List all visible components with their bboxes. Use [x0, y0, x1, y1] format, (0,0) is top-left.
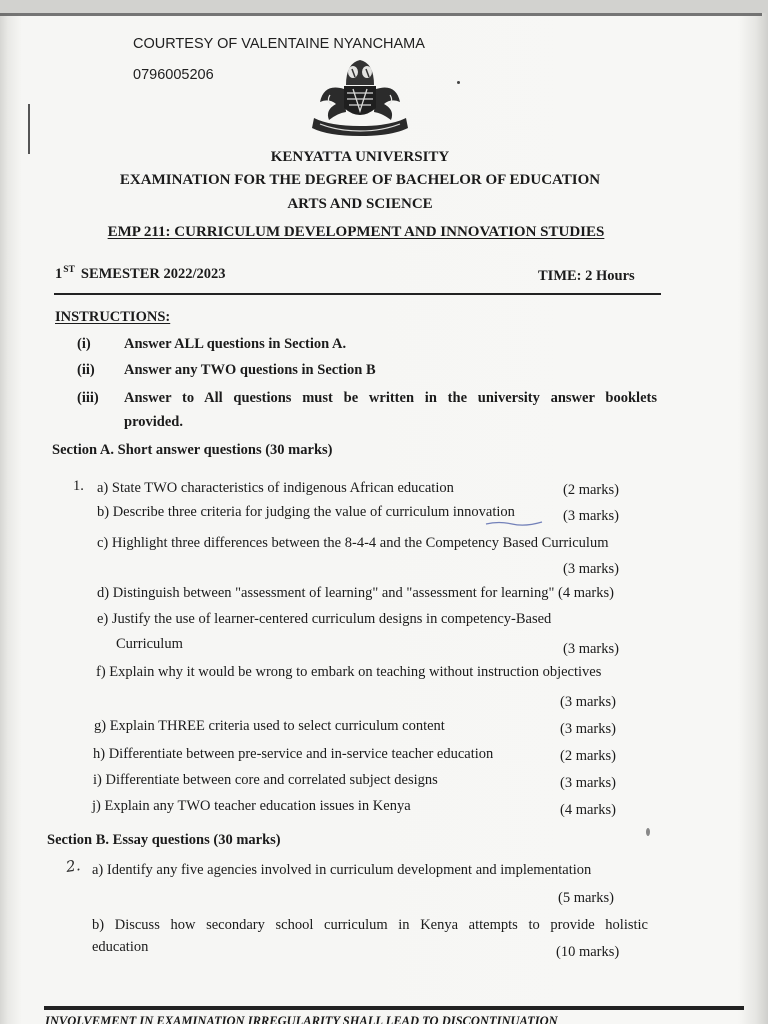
footer-divider	[44, 1006, 744, 1010]
question-marks: (3 marks)	[563, 561, 619, 577]
question-text: c) Highlight three differences between the 8-4-4 and the Competency Based Curriculum	[97, 535, 609, 551]
section-b-heading: Section B. Essay questions (30 marks)	[47, 832, 281, 848]
question-marks: (3 marks)	[560, 721, 616, 737]
instruction-marker: (iii)	[77, 390, 99, 406]
university-name: KENYATTA UNIVERSITY	[270, 149, 450, 165]
question-text: i) Differentiate between core and correlated subject designs	[93, 772, 438, 788]
instructions-heading: INSTRUCTIONS:	[55, 309, 171, 325]
semester-label: SEMESTER 2022/2023	[80, 266, 226, 282]
pen-underline-mark	[484, 518, 544, 528]
faculty-name: ARTS AND SCIENCE	[287, 196, 433, 212]
header-divider	[54, 293, 661, 295]
question-marks: (2 marks)	[563, 482, 619, 498]
instruction-text: Answer ALL questions in Section A.	[124, 336, 347, 352]
question-text: e) Justify the use of learner-centered curriculum designs in competency-Based	[97, 611, 552, 627]
examination-title: EXAMINATION FOR THE DEGREE OF BACHELOR OF EDUCATION	[119, 172, 601, 188]
semester-ordinal: 1	[55, 266, 63, 282]
question-text-continuation: education	[92, 939, 149, 955]
question-marks: (3 marks)	[560, 694, 616, 710]
instruction-text: Answer any TWO questions in Section B	[124, 362, 376, 378]
question-text: h) Differentiate between pre-service and in-service teacher education	[93, 746, 494, 762]
courtesy-phone: 0796005206	[133, 67, 214, 83]
instruction-marker: (ii)	[77, 362, 95, 378]
question-text: f) Explain why it would be wrong to embark on teaching without instruction objectives	[96, 664, 602, 680]
instruction-text: Answer to All questions must be written in the university answer booklets	[124, 390, 657, 406]
instruction-marker: (i)	[77, 336, 91, 352]
question-marks: (3 marks)	[563, 508, 619, 524]
question-text: a) Identify any five agencies involved in curriculum development and implementation	[92, 862, 592, 878]
question-marks: (2 marks)	[560, 748, 616, 764]
footer-warning: INVOLVEMENT IN EXAMINATION IRREGULARITY SHALL LEAD TO DISCONTINUATION	[45, 1014, 558, 1024]
question-text: g) Explain THREE criteria used to select curriculum content	[94, 718, 445, 734]
question-line	[97, 584, 614, 602]
question-number-handwritten: 2.	[64, 856, 82, 876]
question-text: b) Describe three criteria for judging the value of curriculum innovation	[97, 504, 515, 520]
question-marks: (10 marks)	[556, 944, 620, 960]
instruction-text-continuation: provided.	[124, 414, 183, 430]
question-marks: (3 marks)	[563, 641, 619, 657]
semester-line	[55, 261, 226, 283]
question-text: b) Discuss how secondary school curriculum in Kenya attempts to provide holistic	[92, 917, 648, 933]
question-marks: (4 marks)	[560, 802, 616, 818]
university-crest-logo	[308, 55, 412, 137]
scan-margin-mark	[28, 104, 30, 154]
question-marks: (3 marks)	[560, 775, 616, 791]
semester-ordinal-suffix: ST	[63, 265, 75, 275]
exam-time: TIME: 2 Hours	[538, 268, 635, 284]
scan-speck	[646, 828, 650, 836]
scan-speck	[457, 81, 460, 84]
question-marks: (4 marks)	[558, 585, 614, 601]
scan-top-edge-line	[0, 13, 762, 16]
footer-warning-container	[45, 1014, 745, 1024]
section-a-heading: Section A. Short answer questions (30 marks)	[52, 442, 333, 458]
scan-top-border	[0, 0, 768, 13]
question-number: 1.	[73, 478, 84, 494]
question-text: a) State TWO characteristics of indigenous African education	[97, 480, 454, 496]
question-text: d) Distinguish between "assessment of learning" and "assessment for learning"	[97, 585, 555, 601]
course-title: EMP 211: CURRICULUM DEVELOPMENT AND INNOVATION STUDIES	[107, 224, 605, 240]
courtesy-credit: COURTESY OF VALENTAINE NYANCHAMA	[133, 36, 425, 52]
question-text: j) Explain any TWO teacher education issues in Kenya	[92, 798, 411, 814]
question-text-continuation: Curriculum	[116, 636, 183, 652]
question-marks: (5 marks)	[558, 890, 614, 906]
